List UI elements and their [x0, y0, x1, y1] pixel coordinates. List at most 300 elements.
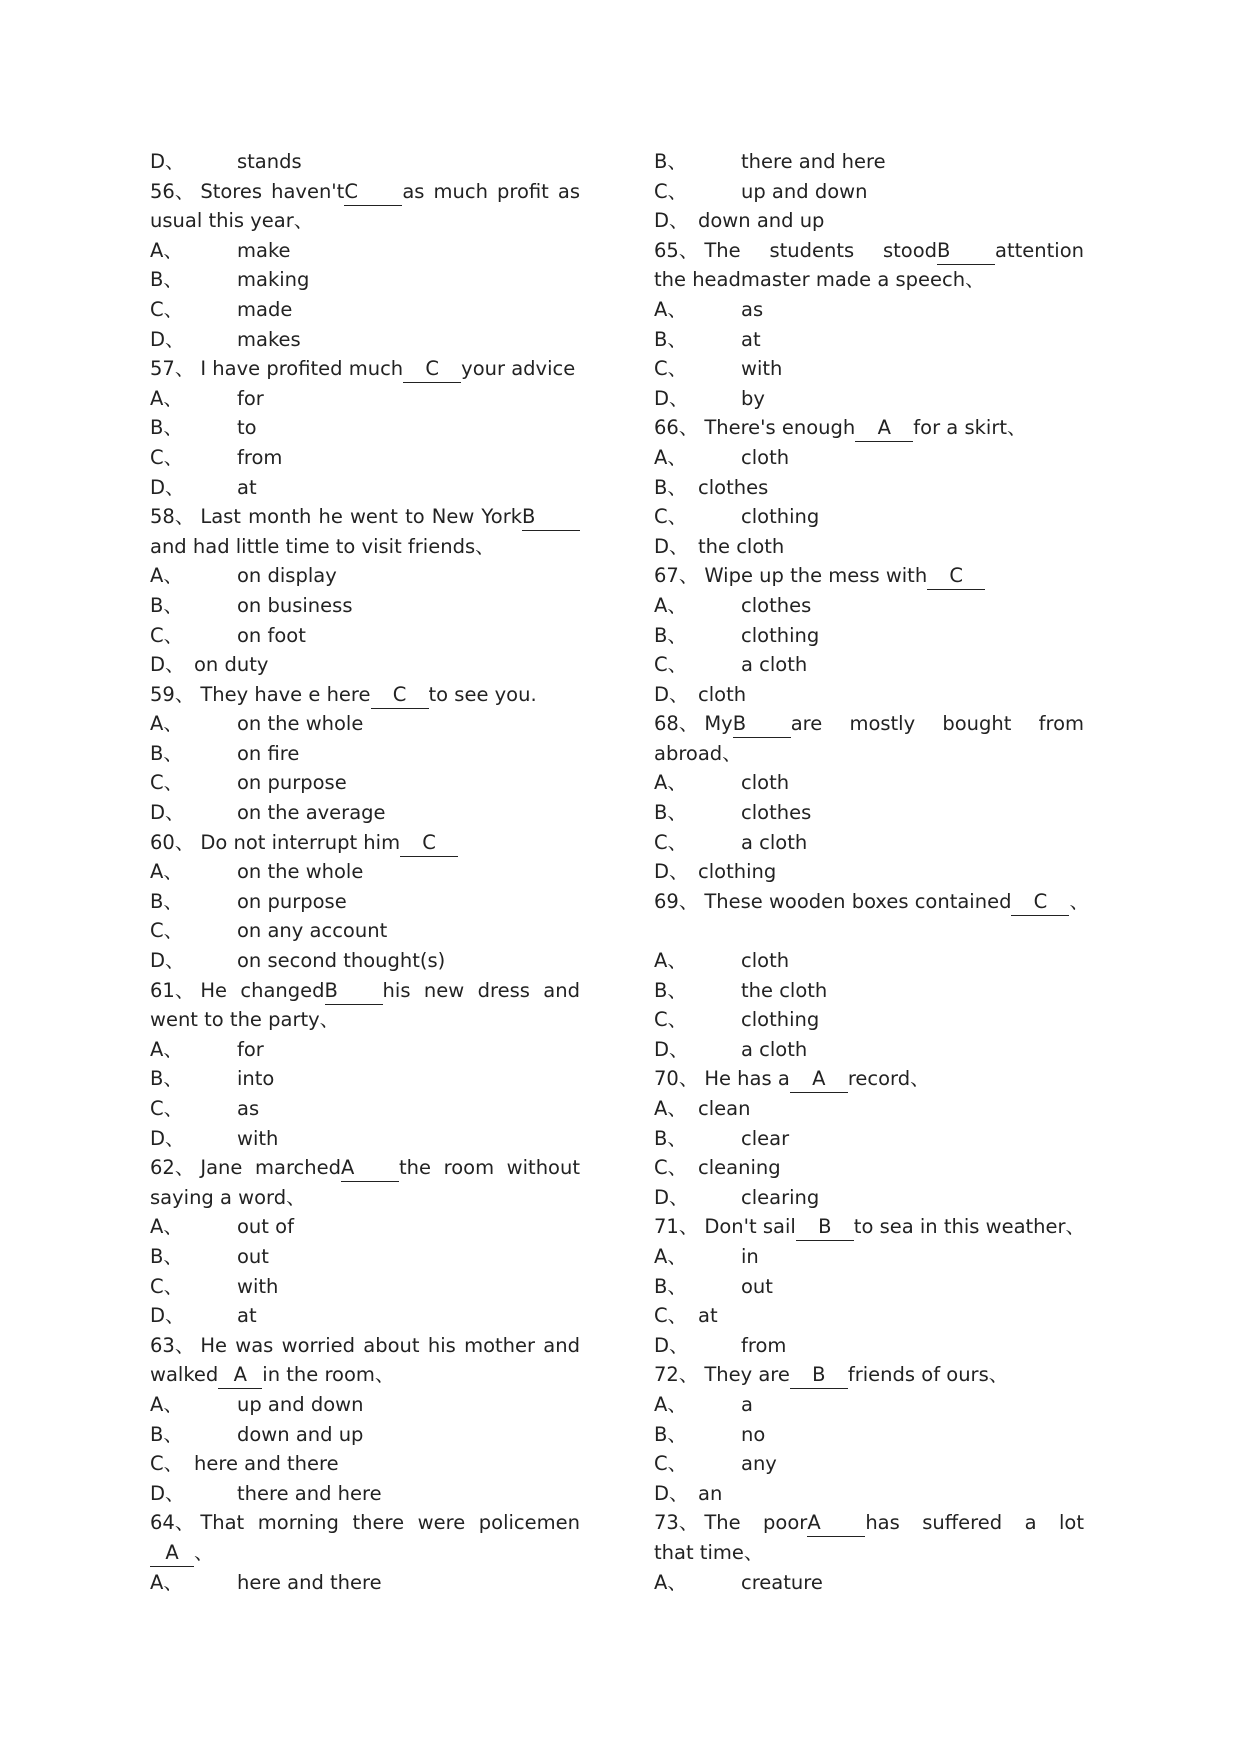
option-text: clean: [698, 1097, 751, 1120]
option-text: clothes: [698, 475, 769, 499]
option-text: with: [237, 1274, 279, 1298]
question-text: These wooden boxes contained: [704, 889, 1012, 913]
question-number: 68、: [654, 712, 699, 736]
option-line: [150, 709, 580, 739]
question-line: [150, 1508, 580, 1538]
question-text-end: as much profit as: [402, 179, 580, 203]
option-text: on the whole: [237, 860, 364, 884]
option-letter: D、: [150, 801, 185, 825]
answer-blank: A: [807, 1512, 865, 1537]
option-text: as: [237, 1097, 260, 1120]
option-text: at: [741, 327, 761, 351]
option-letter: A、: [150, 712, 183, 736]
option-line: [654, 147, 1084, 177]
option-line: [150, 857, 580, 887]
option-line: [654, 532, 1084, 562]
option-letter: A、: [654, 297, 687, 321]
option-text: at: [698, 1304, 718, 1328]
option-text: the cloth: [698, 534, 785, 558]
option-line: [654, 1449, 1084, 1479]
option-letter: C、: [150, 1452, 184, 1476]
option-letter: C、: [150, 623, 184, 647]
answer-blank: B: [522, 506, 580, 531]
option-line: [654, 1094, 1084, 1124]
answer-blank: B: [937, 240, 995, 265]
option-text: cloth: [741, 445, 790, 469]
question-continuation: [150, 1183, 580, 1213]
option-line: [654, 1331, 1084, 1361]
option-letter: D、: [150, 1126, 185, 1150]
option-letter: D、: [654, 860, 689, 884]
option-line: [150, 739, 580, 769]
option-letter: B、: [150, 1244, 183, 1268]
answer-blank: A: [855, 417, 913, 442]
option-line: [654, 1301, 1084, 1331]
option-letter: B、: [150, 1422, 183, 1446]
option-letter: B、: [654, 1126, 687, 1150]
answer-blank: A: [341, 1157, 399, 1182]
option-text: no: [741, 1422, 766, 1446]
question-number: 67、: [654, 564, 699, 588]
option-text: on the average: [237, 801, 386, 825]
question-text: I have profited much: [200, 357, 404, 381]
option-line: [150, 621, 580, 651]
option-letter: A、: [150, 1570, 183, 1594]
question-text: and had little time to visit friends、: [150, 534, 495, 558]
spacer: [654, 916, 1084, 946]
option-text: cloth: [698, 682, 747, 706]
question-line: [150, 828, 580, 858]
option-letter: A、: [654, 771, 687, 795]
option-line: [654, 976, 1084, 1006]
option-line: [150, 591, 580, 621]
option-line: [150, 561, 580, 591]
question-text: walked: [150, 1363, 219, 1387]
option-line: [150, 1390, 580, 1420]
question-continuation: [654, 265, 1084, 295]
option-line: [654, 502, 1084, 532]
option-letter: A、: [654, 445, 687, 469]
option-text: clothes: [741, 801, 812, 825]
option-letter: C、: [654, 653, 688, 677]
right-column: [654, 147, 1089, 1597]
option-letter: C、: [150, 297, 184, 321]
question-number: 59、: [150, 682, 195, 706]
answer-blank: A: [218, 1364, 262, 1389]
option-line: [654, 1568, 1084, 1598]
question-text: There's enough: [704, 416, 856, 440]
question-text: He changed: [200, 978, 325, 1002]
option-text: there and here: [237, 1481, 382, 1505]
answer-blank: A: [150, 1542, 194, 1567]
option-text: a: [741, 1392, 753, 1416]
option-text: into: [237, 1067, 275, 1091]
question-text: went to the party、: [150, 1008, 340, 1032]
option-letter: D、: [150, 150, 185, 173]
option-letter: C、: [654, 1304, 688, 1328]
question-continuation: [150, 1538, 580, 1568]
question-line: [150, 502, 580, 532]
option-line: [654, 384, 1084, 414]
option-letter: A、: [654, 1570, 687, 1594]
option-line: [150, 473, 580, 503]
option-line: [150, 1212, 580, 1242]
option-letter: B、: [150, 593, 183, 617]
option-line: [654, 768, 1084, 798]
question-text: Do not interrupt him: [200, 830, 401, 854]
option-letter: D、: [150, 1304, 185, 1328]
option-line: [654, 177, 1084, 207]
option-letter: D、: [654, 1481, 689, 1505]
option-text: here and there: [237, 1570, 382, 1594]
answer-blank: C: [371, 684, 429, 709]
option-text: the cloth: [741, 978, 828, 1002]
option-letter: A、: [150, 238, 183, 262]
option-text: as: [741, 297, 764, 321]
option-line: [654, 325, 1084, 355]
question-text: They are: [704, 1363, 790, 1387]
question-text-end: the room without: [399, 1156, 580, 1180]
option-text: cloth: [741, 949, 790, 973]
option-line: [654, 1420, 1084, 1450]
option-letter: D、: [150, 653, 185, 677]
option-text: on business: [237, 593, 353, 617]
option-text: a cloth: [741, 653, 808, 677]
question-number: 71、: [654, 1215, 699, 1239]
option-letter: A、: [150, 860, 183, 884]
question-text: Don't sail: [704, 1215, 796, 1239]
option-line: [654, 206, 1084, 236]
question-line: [654, 1064, 1084, 1094]
option-letter: C、: [654, 179, 688, 203]
option-text: down and up: [237, 1422, 364, 1446]
option-line: [654, 1183, 1084, 1213]
option-text: creature: [741, 1570, 823, 1594]
question-text: Wipe up the mess with: [704, 564, 928, 588]
option-text: any: [741, 1452, 777, 1476]
question-line: [150, 976, 580, 1006]
option-letter: A、: [150, 386, 183, 410]
option-letter: A、: [654, 593, 687, 617]
option-letter: D、: [654, 209, 689, 233]
option-letter: C、: [654, 357, 688, 381]
option-letter: B、: [150, 889, 183, 913]
question-number: 66、: [654, 416, 699, 440]
option-line: [150, 295, 580, 325]
option-text: on second thought(s): [237, 949, 446, 973]
question-text-end: in the room、: [262, 1363, 395, 1387]
question-number: 58、: [150, 505, 195, 529]
option-letter: D、: [654, 534, 689, 558]
option-letter: C、: [150, 445, 184, 469]
option-line: [150, 1420, 580, 1450]
option-text: clear: [741, 1126, 790, 1150]
option-text: makes: [237, 327, 301, 351]
option-text: out: [741, 1274, 773, 1298]
option-letter: B、: [150, 741, 183, 765]
option-letter: A、: [654, 1392, 687, 1416]
option-letter: A、: [150, 564, 183, 588]
option-text: up and down: [741, 179, 868, 203]
option-letter: B、: [150, 1067, 183, 1091]
option-letter: D、: [654, 1185, 689, 1209]
option-line: [654, 354, 1084, 384]
option-line: [150, 325, 580, 355]
question-number: 60、: [150, 830, 195, 854]
question-text: Stores haven't: [200, 179, 345, 203]
option-line: [654, 1035, 1084, 1065]
option-text: out: [237, 1244, 269, 1268]
option-letter: B、: [654, 475, 687, 499]
option-text: for: [237, 1037, 264, 1061]
question-line: [654, 1212, 1084, 1242]
question-continuation: [150, 206, 580, 236]
option-letter: D、: [150, 949, 185, 973]
option-text: on display: [237, 564, 337, 588]
question-text-end: 、: [1069, 889, 1089, 913]
answer-blank: A: [790, 1068, 848, 1093]
question-text: The students stood: [704, 238, 938, 262]
question-line: [150, 354, 580, 384]
option-text: with: [237, 1126, 279, 1150]
question-line: [150, 1153, 580, 1183]
option-line: [150, 265, 580, 295]
option-letter: B、: [654, 801, 687, 825]
option-letter: C、: [654, 1156, 688, 1180]
option-letter: C、: [654, 1008, 688, 1032]
question-continuation: [150, 1005, 580, 1035]
question-line: [150, 680, 580, 710]
option-line: [150, 946, 580, 976]
question-text-end: your advice: [461, 357, 576, 381]
option-text: clothes: [741, 593, 812, 617]
option-line: [150, 1242, 580, 1272]
option-line: [654, 857, 1084, 887]
option-line: [150, 1568, 580, 1598]
option-text: made: [237, 297, 293, 321]
option-line: [150, 916, 580, 946]
option-letter: D、: [654, 386, 689, 410]
option-letter: B、: [654, 623, 687, 647]
option-line: [150, 1124, 580, 1154]
question-line: [654, 1360, 1084, 1390]
option-text: up and down: [237, 1392, 364, 1416]
question-number: 69、: [654, 889, 699, 913]
option-line: [654, 946, 1084, 976]
option-text: stands: [237, 150, 302, 173]
option-letter: D、: [150, 327, 185, 351]
option-line: [654, 621, 1084, 651]
option-line: [150, 413, 580, 443]
question-continuation: [654, 739, 1084, 769]
question-text-end: 、: [194, 1540, 214, 1564]
question-number: 62、: [150, 1156, 195, 1180]
option-letter: C、: [150, 919, 184, 943]
option-text: on fire: [237, 741, 300, 765]
question-text-end: to sea in this weather、: [853, 1215, 1086, 1239]
option-letter: C、: [150, 1097, 184, 1120]
option-text: clothing: [741, 505, 820, 529]
option-text: to: [237, 416, 257, 440]
answer-blank: B: [325, 980, 383, 1005]
option-line: [150, 1301, 580, 1331]
answer-blank: C: [400, 832, 458, 857]
option-text: on purpose: [237, 889, 347, 913]
question-text: My: [704, 712, 733, 736]
option-line: [654, 650, 1084, 680]
question-number: 73、: [654, 1511, 699, 1535]
option-line: [150, 1035, 580, 1065]
question-text-end: his new dress and: [382, 978, 580, 1002]
option-text: out of: [237, 1215, 294, 1239]
option-line: [150, 147, 580, 177]
question-number: 64、: [150, 1511, 195, 1535]
option-text: for: [237, 386, 264, 410]
question-number: 65、: [654, 238, 699, 262]
option-text: a cloth: [741, 830, 808, 854]
question-text-end: for a skirt、: [913, 416, 1027, 440]
option-text: from: [237, 445, 283, 469]
option-text: at: [237, 1304, 257, 1328]
question-number: 56、: [150, 179, 195, 203]
question-text: that time、: [654, 1540, 764, 1564]
option-letter: B、: [654, 978, 687, 1002]
question-number: 61、: [150, 978, 195, 1002]
option-letter: B、: [654, 1422, 687, 1446]
option-line: [654, 1390, 1084, 1420]
question-text: They have e here: [200, 682, 371, 706]
question-continuation: [654, 1538, 1084, 1568]
question-text-end: friends of ours、: [847, 1363, 1009, 1387]
option-line: [150, 384, 580, 414]
option-line: [150, 443, 580, 473]
question-number: 63、: [150, 1333, 195, 1357]
option-line: [150, 1449, 580, 1479]
option-text: cloth: [741, 771, 790, 795]
option-text: on duty: [194, 653, 269, 677]
option-line: [150, 887, 580, 917]
answer-blank: C: [344, 181, 402, 206]
option-letter: D、: [654, 1037, 689, 1061]
left-column: [150, 147, 580, 1597]
option-line: [654, 1242, 1084, 1272]
question-text: Last month he went to New York: [200, 505, 522, 529]
question-text-end: has suffered a lot: [865, 1511, 1084, 1535]
option-line: [654, 1272, 1084, 1302]
question-text: That morning there were policemen: [200, 1511, 580, 1535]
option-line: [150, 1479, 580, 1509]
question-line: [654, 413, 1084, 443]
option-letter: B、: [654, 327, 687, 351]
option-letter: A、: [150, 1392, 183, 1416]
option-line: [654, 473, 1084, 503]
answer-blank: C: [403, 358, 461, 383]
option-text: cleaning: [698, 1156, 781, 1180]
option-text: clothing: [698, 860, 777, 884]
option-letter: D、: [654, 1333, 689, 1357]
option-letter: D、: [150, 475, 185, 499]
option-letter: A、: [150, 1037, 183, 1061]
option-letter: B、: [654, 1274, 687, 1298]
option-letter: A、: [654, 949, 687, 973]
question-text-end: record、: [847, 1067, 930, 1091]
answer-blank: B: [733, 713, 791, 738]
option-line: [654, 798, 1084, 828]
question-text-end: attention: [995, 238, 1084, 262]
answer-blank: C: [927, 565, 985, 590]
option-line: [150, 1064, 580, 1094]
option-line: [654, 1153, 1084, 1183]
option-line: [654, 1005, 1084, 1035]
option-text: there and here: [741, 150, 886, 173]
question-continuation: [150, 532, 580, 562]
question-text: saying a word、: [150, 1185, 306, 1209]
question-line: [654, 236, 1084, 266]
option-text: clothing: [741, 1008, 820, 1032]
option-text: clothing: [741, 623, 820, 647]
option-line: [654, 295, 1084, 325]
option-letter: C、: [150, 771, 184, 795]
option-letter: A、: [654, 1244, 687, 1268]
option-line: [654, 828, 1084, 858]
question-text: abroad、: [654, 741, 742, 765]
option-letter: C、: [150, 1274, 184, 1298]
question-line: [654, 709, 1084, 739]
option-line: [150, 236, 580, 266]
option-line: [150, 798, 580, 828]
option-text: down and up: [698, 209, 825, 233]
option-letter: A、: [654, 1097, 687, 1120]
question-continuation: [150, 1360, 580, 1390]
option-text: on purpose: [237, 771, 347, 795]
option-letter: C、: [654, 505, 688, 529]
question-text-end: are mostly bought from: [790, 712, 1084, 736]
option-text: making: [237, 268, 310, 292]
option-letter: B、: [150, 268, 183, 292]
option-letter: B、: [150, 416, 183, 440]
option-text: here and there: [194, 1452, 339, 1476]
option-line: [654, 680, 1084, 710]
option-line: [150, 650, 580, 680]
answer-blank: B: [796, 1216, 854, 1241]
option-letter: A、: [150, 1215, 183, 1239]
option-line: [654, 1124, 1084, 1154]
option-text: on the whole: [237, 712, 364, 736]
answer-blank: B: [790, 1364, 848, 1389]
option-text: make: [237, 238, 291, 262]
option-text: by: [741, 386, 765, 410]
question-text: Jane marched: [200, 1156, 341, 1180]
question-text: He was worried about his mother and: [200, 1333, 580, 1357]
question-line: [150, 177, 580, 207]
question-text: the headmaster made a speech、: [654, 268, 985, 292]
option-letter: B、: [654, 150, 687, 173]
option-text: on any account: [237, 919, 388, 943]
option-line: [654, 443, 1084, 473]
question-number: 72、: [654, 1363, 699, 1387]
question-number: 70、: [654, 1067, 699, 1091]
option-text: an: [698, 1481, 723, 1505]
option-text: with: [741, 357, 783, 381]
option-text: at: [237, 475, 257, 499]
option-line: [150, 768, 580, 798]
answer-blank: C: [1011, 891, 1069, 916]
option-text: a cloth: [741, 1037, 808, 1061]
question-line: [654, 561, 1084, 591]
option-letter: C、: [654, 1452, 688, 1476]
question-text: The poor: [704, 1511, 808, 1535]
option-line: [654, 1479, 1084, 1509]
